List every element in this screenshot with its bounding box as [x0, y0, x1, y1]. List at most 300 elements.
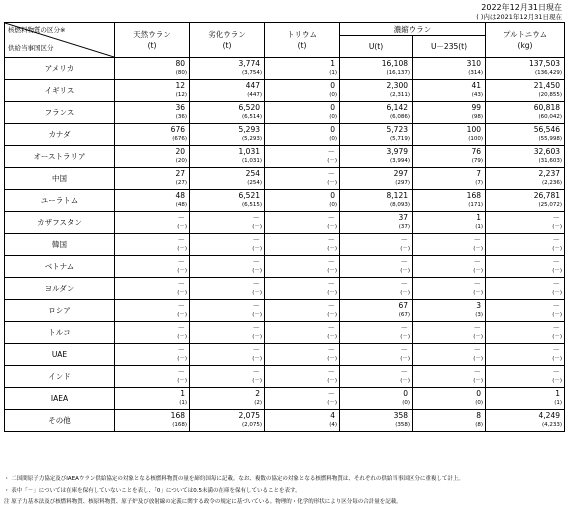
value-cell	[340, 256, 413, 278]
current-value: 100	[466, 125, 481, 134]
country-name: IAEA	[5, 388, 115, 410]
value-cell	[115, 212, 190, 234]
previous-value: (0)	[329, 114, 337, 120]
previous-value: (－)	[327, 400, 337, 406]
previous-value: (27)	[175, 180, 187, 186]
current-value: 6,521	[238, 191, 260, 200]
value-cell	[413, 80, 486, 102]
previous-value: (－)	[400, 290, 410, 296]
col-natural-uranium: 天然ウラン (t)	[115, 23, 190, 58]
previous-value: (－)	[252, 246, 262, 252]
previous-value: (8)	[475, 422, 483, 428]
current-value: －	[552, 213, 560, 222]
value-cell	[190, 102, 265, 124]
table-row	[5, 278, 565, 300]
current-value: －	[552, 323, 560, 332]
previous-value: (－)	[400, 246, 410, 252]
previous-value: (－)	[473, 290, 483, 296]
previous-value: (1)	[475, 224, 483, 230]
value-cell	[265, 388, 340, 410]
previous-value: (－)	[400, 378, 410, 384]
current-value: 26,781	[533, 191, 560, 200]
current-value: 168	[466, 191, 481, 200]
current-value: 0	[330, 103, 335, 112]
current-value: －	[177, 301, 185, 310]
value-cell	[265, 58, 340, 80]
value-cell	[413, 212, 486, 234]
previous-value: (－)	[177, 312, 187, 318]
value-cell	[340, 212, 413, 234]
value-cell	[340, 168, 413, 190]
material-category-label: 核燃料物質の区分※	[8, 26, 66, 34]
footnote-1: ・ 二国間原子力協定及びIAEAウラン供給協定の対象となる核燃料物質の量を締約国毎に記載。なお、複数の協定の対象となる核燃料物質は、それぞれの供給当事国区分に重複して計上。	[4, 476, 464, 482]
previous-value: (4,233)	[541, 422, 562, 428]
current-value: 310	[466, 59, 481, 68]
previous-value: (48)	[175, 202, 187, 208]
current-value: 60,818	[533, 103, 560, 112]
current-value: 2,075	[238, 411, 260, 420]
previous-value: (－)	[552, 224, 562, 230]
value-cell	[190, 300, 265, 322]
current-value: 8,121	[386, 191, 408, 200]
value-cell	[413, 366, 486, 388]
previous-value: (－)	[473, 334, 483, 340]
previous-value: (297)	[395, 180, 410, 186]
previous-value: (1)	[329, 70, 337, 76]
value-cell	[115, 102, 190, 124]
table-row	[5, 102, 565, 124]
current-value: 137,503	[528, 59, 560, 68]
current-value: 0	[330, 125, 335, 134]
previous-value: (254)	[247, 180, 262, 186]
country-name: その他	[5, 410, 115, 432]
current-value: 5,293	[238, 125, 260, 134]
country-name: カナダ	[5, 124, 115, 146]
value-cell	[486, 212, 565, 234]
value-cell	[486, 366, 565, 388]
value-cell	[190, 256, 265, 278]
country-name: イギリス	[5, 80, 115, 102]
current-value: －	[552, 345, 560, 354]
table-row	[5, 168, 565, 190]
current-value: －	[327, 389, 335, 398]
country-name: カザフスタン	[5, 212, 115, 234]
current-value: －	[177, 213, 185, 222]
value-cell	[340, 80, 413, 102]
current-value: 80	[175, 59, 185, 68]
previous-value: (37)	[398, 224, 410, 230]
value-cell	[115, 234, 190, 256]
value-cell	[486, 410, 565, 432]
country-name: UAE	[5, 344, 115, 366]
country-name: インド	[5, 366, 115, 388]
previous-value: (8,093)	[389, 202, 410, 208]
previous-value: (－)	[473, 246, 483, 252]
previous-value: (1)	[554, 400, 562, 406]
value-cell	[265, 410, 340, 432]
current-value: 36	[175, 103, 185, 112]
supplier-country-label: 供給当事国区分	[8, 44, 54, 52]
col-enriched-uranium: 濃縮ウラン	[340, 23, 486, 36]
col-u235-mass: U－235(t)	[413, 36, 486, 58]
previous-value: (－)	[473, 268, 483, 274]
table-row	[5, 234, 565, 256]
current-value: 6,142	[386, 103, 408, 112]
previous-value: (55,998)	[538, 136, 562, 142]
current-value: －	[252, 235, 260, 244]
country-name: アメリカ	[5, 58, 115, 80]
col-plutonium: プルトニウム (kg)	[486, 23, 565, 58]
table-row	[5, 344, 565, 366]
value-cell	[265, 190, 340, 212]
previous-value: (12)	[175, 92, 187, 98]
previous-value: (2,311)	[389, 92, 410, 98]
previous-value: (16,137)	[386, 70, 410, 76]
current-value: －	[552, 235, 560, 244]
value-cell	[486, 256, 565, 278]
value-cell	[115, 80, 190, 102]
table-row	[5, 58, 565, 80]
value-cell	[413, 168, 486, 190]
current-value: 297	[393, 169, 408, 178]
value-cell	[265, 366, 340, 388]
previous-year-note: ( )内は2021年12月31日現在	[476, 13, 562, 21]
current-value: 99	[471, 103, 481, 112]
current-value: 2	[255, 389, 260, 398]
value-cell	[413, 300, 486, 322]
previous-value: (－)	[327, 356, 337, 362]
current-value: 447	[245, 81, 260, 90]
current-value: －	[552, 301, 560, 310]
value-cell	[115, 190, 190, 212]
current-value: －	[473, 323, 481, 332]
table-row	[5, 212, 565, 234]
previous-value: (5,719)	[389, 136, 410, 142]
col-depleted-uranium: 劣化ウラン (t)	[190, 23, 265, 58]
value-cell	[265, 322, 340, 344]
current-value: 76	[471, 147, 481, 156]
current-value: －	[473, 367, 481, 376]
table-row	[5, 300, 565, 322]
value-cell	[486, 80, 565, 102]
current-value: －	[327, 345, 335, 354]
value-cell	[486, 124, 565, 146]
previous-value: (79)	[471, 158, 483, 164]
previous-value: (43)	[471, 92, 483, 98]
previous-value: (6,086)	[389, 114, 410, 120]
current-value: 7	[476, 169, 481, 178]
previous-value: (－)	[552, 378, 562, 384]
previous-value: (4)	[329, 422, 337, 428]
previous-value: (0)	[329, 202, 337, 208]
value-cell	[486, 234, 565, 256]
previous-value: (－)	[400, 334, 410, 340]
value-cell	[190, 322, 265, 344]
previous-value: (－)	[252, 268, 262, 274]
current-value: －	[552, 367, 560, 376]
current-value: 21,450	[533, 81, 560, 90]
previous-value: (－)	[252, 312, 262, 318]
previous-value: (－)	[327, 224, 337, 230]
current-value: 27	[175, 169, 185, 178]
current-value: 4	[330, 411, 335, 420]
footnote-3: 注 原子力基本法及び核燃料物質、核原料物質、原子炉及び放射線の定義に関する政令の規定に基づいている。物理的・化学的形状により区分毎の合計量を記載。	[4, 499, 402, 505]
previous-value: (67)	[398, 312, 410, 318]
value-cell	[190, 168, 265, 190]
previous-value: (－)	[327, 334, 337, 340]
previous-value: (3,754)	[241, 70, 262, 76]
current-value: －	[552, 279, 560, 288]
value-cell	[190, 58, 265, 80]
value-cell	[265, 212, 340, 234]
value-cell	[265, 344, 340, 366]
previous-value: (2,236)	[541, 180, 562, 186]
previous-value: (358)	[395, 422, 410, 428]
current-value: 56,546	[533, 125, 560, 134]
previous-value: (－)	[552, 246, 562, 252]
table-row	[5, 388, 565, 410]
previous-value: (1)	[179, 400, 187, 406]
previous-value: (－)	[552, 268, 562, 274]
country-name: ユーラトム	[5, 190, 115, 212]
previous-value: (5,293)	[241, 136, 262, 142]
country-name: トルコ	[5, 322, 115, 344]
current-value: －	[177, 279, 185, 288]
value-cell	[190, 410, 265, 432]
table-row	[5, 124, 565, 146]
value-cell	[413, 344, 486, 366]
current-value: －	[400, 235, 408, 244]
nuclear-material-table	[4, 22, 565, 432]
value-cell	[413, 146, 486, 168]
current-value: －	[252, 323, 260, 332]
previous-value: (136,429)	[534, 70, 562, 76]
current-value: －	[400, 257, 408, 266]
current-value: 254	[245, 169, 260, 178]
previous-value: (100)	[468, 136, 483, 142]
previous-value: (－)	[177, 246, 187, 252]
value-cell	[413, 256, 486, 278]
current-value: －	[327, 257, 335, 266]
value-cell	[413, 410, 486, 432]
value-cell	[340, 146, 413, 168]
previous-value: (－)	[552, 290, 562, 296]
current-value: 4,249	[538, 411, 560, 420]
previous-value: (－)	[473, 378, 483, 384]
current-value: －	[400, 345, 408, 354]
current-value: －	[327, 367, 335, 376]
as-of-date: 2022年12月31日現在	[481, 3, 562, 12]
value-cell	[486, 168, 565, 190]
previous-value: (25,072)	[538, 202, 562, 208]
current-value: －	[177, 367, 185, 376]
value-cell	[265, 102, 340, 124]
value-cell	[115, 146, 190, 168]
table-row	[5, 190, 565, 212]
value-cell	[486, 102, 565, 124]
previous-value: (36)	[175, 114, 187, 120]
value-cell	[486, 388, 565, 410]
previous-value: (168)	[172, 422, 187, 428]
previous-value: (－)	[400, 268, 410, 274]
current-value: －	[177, 323, 185, 332]
col-uranium-mass: U(t)	[340, 36, 413, 58]
previous-value: (0)	[402, 400, 410, 406]
value-cell	[115, 344, 190, 366]
current-value: 20	[175, 147, 185, 156]
value-cell	[340, 344, 413, 366]
current-value: 1	[330, 59, 335, 68]
previous-value: (0)	[475, 400, 483, 406]
current-value: 0	[403, 389, 408, 398]
table-row	[5, 256, 565, 278]
previous-value: (0)	[329, 136, 337, 142]
current-value: －	[252, 367, 260, 376]
country-name: フランス	[5, 102, 115, 124]
current-value: 6,520	[238, 103, 260, 112]
current-value: －	[473, 279, 481, 288]
previous-value: (－)	[177, 224, 187, 230]
value-cell	[340, 124, 413, 146]
previous-value: (－)	[327, 268, 337, 274]
value-cell	[340, 300, 413, 322]
previous-value: (－)	[473, 356, 483, 362]
current-value: －	[400, 279, 408, 288]
current-value: 358	[393, 411, 408, 420]
table-row	[5, 410, 565, 432]
value-cell	[265, 168, 340, 190]
value-cell	[115, 256, 190, 278]
value-cell	[190, 124, 265, 146]
previous-value: (－)	[252, 378, 262, 384]
value-cell	[115, 388, 190, 410]
previous-value: (－)	[327, 158, 337, 164]
value-cell	[340, 102, 413, 124]
current-value: －	[327, 213, 335, 222]
value-cell	[265, 234, 340, 256]
current-value: －	[327, 323, 335, 332]
previous-value: (－)	[400, 356, 410, 362]
value-cell	[190, 212, 265, 234]
current-value: 0	[330, 81, 335, 90]
previous-value: (－)	[177, 356, 187, 362]
previous-value: (447)	[247, 92, 262, 98]
value-cell	[413, 58, 486, 80]
current-value: 2,237	[538, 169, 560, 178]
previous-value: (－)	[252, 334, 262, 340]
current-value: －	[252, 279, 260, 288]
current-value: －	[473, 235, 481, 244]
value-cell	[190, 366, 265, 388]
value-cell	[486, 146, 565, 168]
previous-value: (－)	[327, 246, 337, 252]
footnote-2: ・ 表中「－」については在庫を保有していないことを表し、「0」については0.5未満の在庫を保有していることを表す。	[4, 488, 301, 494]
current-value: 1,031	[238, 147, 260, 156]
current-value: －	[252, 257, 260, 266]
previous-value: (－)	[177, 290, 187, 296]
previous-value: (－)	[552, 356, 562, 362]
value-cell	[340, 234, 413, 256]
value-cell	[413, 234, 486, 256]
current-value: －	[327, 147, 335, 156]
country-name: 中国	[5, 168, 115, 190]
value-cell	[340, 410, 413, 432]
current-value: －	[327, 169, 335, 178]
value-cell	[413, 124, 486, 146]
current-value: 2,300	[386, 81, 408, 90]
value-cell	[190, 234, 265, 256]
previous-value: (－)	[327, 290, 337, 296]
current-value: 1	[476, 213, 481, 222]
value-cell	[340, 388, 413, 410]
value-cell	[340, 190, 413, 212]
value-cell	[340, 278, 413, 300]
previous-value: (－)	[177, 268, 187, 274]
current-value: －	[177, 235, 185, 244]
current-value: 676	[170, 125, 185, 134]
previous-value: (－)	[552, 334, 562, 340]
value-cell	[486, 322, 565, 344]
value-cell	[190, 344, 265, 366]
current-value: －	[327, 279, 335, 288]
previous-value: (6,515)	[241, 202, 262, 208]
current-value: －	[177, 257, 185, 266]
current-value: 5,723	[386, 125, 408, 134]
current-value: －	[252, 213, 260, 222]
value-cell	[486, 190, 565, 212]
current-value: 1	[555, 389, 560, 398]
previous-value: (－)	[252, 224, 262, 230]
previous-value: (60,042)	[538, 114, 562, 120]
previous-value: (31,603)	[538, 158, 562, 164]
previous-value: (1,031)	[241, 158, 262, 164]
previous-value: (171)	[468, 202, 483, 208]
value-cell	[265, 300, 340, 322]
value-cell	[190, 146, 265, 168]
col-thorium: トリウム (t)	[265, 23, 340, 58]
previous-value: (－)	[327, 312, 337, 318]
table-row	[5, 366, 565, 388]
country-name: ヨルダン	[5, 278, 115, 300]
current-value: －	[473, 345, 481, 354]
value-cell	[486, 300, 565, 322]
table-row	[5, 80, 565, 102]
current-value: 3,774	[238, 59, 260, 68]
previous-value: (80)	[175, 70, 187, 76]
header-corner-cell	[5, 23, 115, 58]
current-value: 48	[175, 191, 185, 200]
current-value: －	[327, 301, 335, 310]
value-cell	[115, 278, 190, 300]
current-value: 168	[170, 411, 185, 420]
previous-value: (－)	[327, 180, 337, 186]
current-value: 3,979	[386, 147, 408, 156]
current-value: －	[400, 367, 408, 376]
current-value: －	[252, 345, 260, 354]
table-row	[5, 322, 565, 344]
country-name: ロシア	[5, 300, 115, 322]
value-cell	[190, 80, 265, 102]
current-value: －	[552, 257, 560, 266]
value-cell	[115, 124, 190, 146]
value-cell	[115, 168, 190, 190]
previous-value: (2)	[254, 400, 262, 406]
current-value: 8	[476, 411, 481, 420]
previous-value: (－)	[252, 356, 262, 362]
previous-value: (314)	[468, 70, 483, 76]
country-name: オーストラリア	[5, 146, 115, 168]
value-cell	[486, 278, 565, 300]
